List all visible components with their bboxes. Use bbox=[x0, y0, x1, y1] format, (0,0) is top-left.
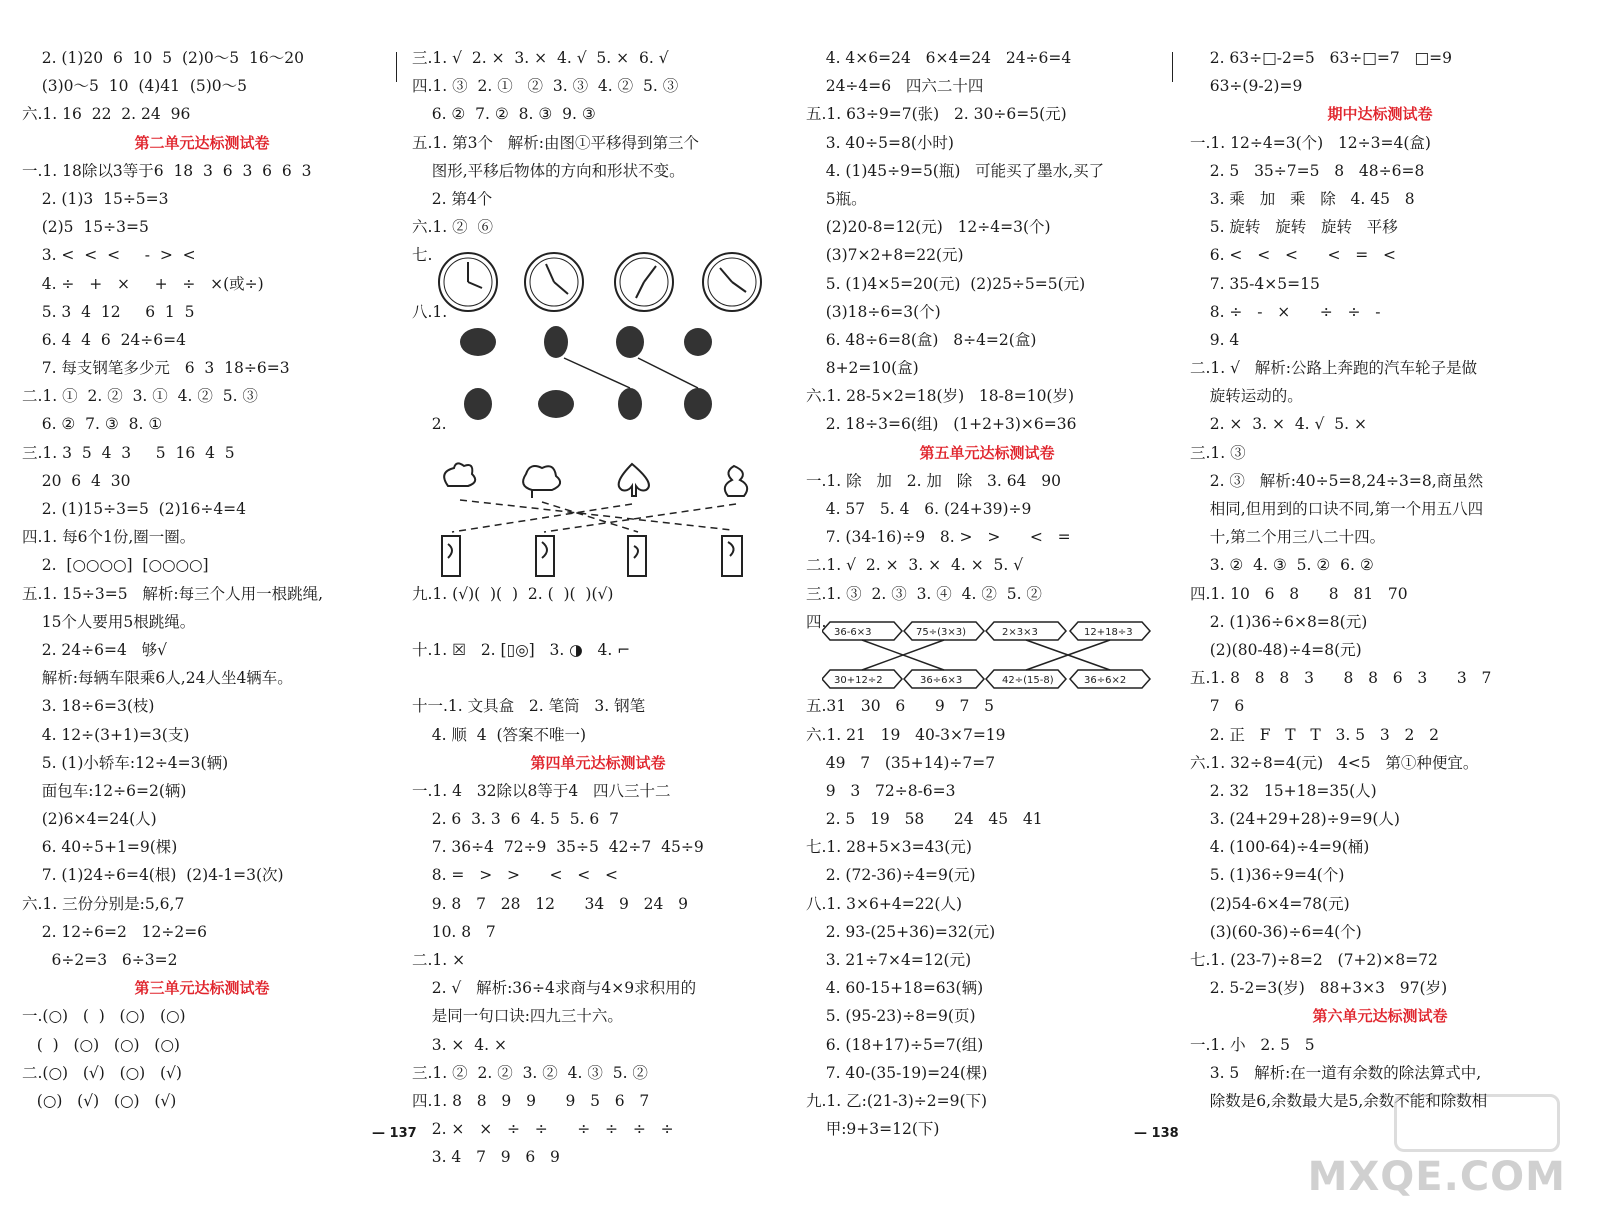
answer-line: 五.1. 63÷9=7(张) 2. 30÷6=5(元) bbox=[806, 105, 1067, 124]
answer-line: 一.1. 12÷4=3(个) 12÷3=4(盒) bbox=[1190, 133, 1431, 152]
answer-line: 2. 32 15+18=35(人) bbox=[1190, 781, 1377, 800]
answer-line: 四.1. 10 6 8 8 81 70 bbox=[1190, 584, 1408, 603]
section-heading: 期中达标测试卷 bbox=[1327, 105, 1433, 124]
rabbit-icon bbox=[618, 388, 642, 420]
answer-line: 三.1. ③ 2. ③ 3. ④ 4. ② 5. ② bbox=[806, 584, 1042, 603]
flower-icon bbox=[538, 390, 574, 418]
answer-line: 3. 4 7 9 6 9 bbox=[412, 1148, 560, 1167]
answer-line: (○) (√) (○) (√) bbox=[22, 1091, 177, 1110]
answer-line: (2)(80-48)÷4=8(元) bbox=[1190, 640, 1362, 659]
section-heading: 第六单元达标测试卷 bbox=[1312, 1007, 1448, 1026]
column-1 bbox=[22, 44, 382, 1115]
mouse-icon bbox=[464, 388, 492, 420]
answer-line bbox=[412, 664, 784, 692]
answer-line: 九.1. 乙:(21-3)÷2=9(下) bbox=[806, 1091, 988, 1110]
answer-line: 2. (1)15÷3=5 (2)16÷4=4 bbox=[22, 500, 247, 518]
answer-line: 9 3 72÷8-6=3 bbox=[806, 781, 956, 800]
answer-line: 2. bbox=[412, 415, 447, 434]
answer-line: 六.1. 三份分别是:5,6,7 bbox=[22, 894, 185, 913]
answer-line: 2. 5 35÷7=5 8 48÷6=8 bbox=[1190, 161, 1425, 180]
answer-line: 2. 18÷3=6(组) (1+2+3)×6=36 bbox=[806, 415, 1077, 434]
answer-line: 2. 24÷6=4 够√ bbox=[22, 640, 168, 659]
answer-line: 3. 21÷7×4=12(元) bbox=[806, 951, 972, 969]
answer-line: 3. (24+29+28)÷9=9(人) bbox=[1190, 810, 1400, 829]
answer-line: 三.1. √ 2. × 3. × 4. √ 5. × 6. √ bbox=[412, 49, 669, 67]
page-number-left: — 137 bbox=[372, 1126, 417, 1141]
column-divider bbox=[396, 52, 397, 82]
answer-line: (3)(60-36)÷6=4(个) bbox=[1190, 922, 1362, 941]
answer-line: 甲:9+3=12(下) bbox=[806, 1120, 940, 1139]
answer-line: 15个人要用5根跳绳。 bbox=[22, 612, 196, 631]
answer-line: 四.1. 8 8 9 9 9 5 6 7 bbox=[412, 1091, 650, 1110]
answer-line: 7. 36÷4 72÷9 35÷5 42÷7 45÷9 bbox=[412, 838, 704, 857]
answer-line: 2. (1)36÷6×8=8(元) bbox=[1190, 612, 1368, 631]
answer-line: 5. 旋转 旋转 旋转 平移 bbox=[1190, 218, 1398, 237]
answer-line: 7. 40-(35-19)=24(棵) bbox=[806, 1063, 988, 1082]
squirrel-icon bbox=[684, 388, 712, 420]
answer-line: 面包车:12÷6=2(辆) bbox=[22, 781, 187, 800]
answer-line: 3. 18÷6=3(枝) bbox=[22, 697, 155, 716]
answer-line: 3. 5 解析:在一道有余数的除法算式中, bbox=[1190, 1063, 1482, 1082]
answer-line: 49 7 (35+14)÷7=7 bbox=[806, 753, 996, 772]
answer-line: 6. 48÷6=8(盒) 8÷4=2(盒) bbox=[806, 330, 1037, 349]
watermark-badge bbox=[1394, 1094, 1560, 1152]
answer-line: 4. 顺 4 (答案不唯一) bbox=[412, 725, 587, 744]
answer-line: 4. (1)45÷9=5(瓶) 可能买了墨水,买了 bbox=[806, 161, 1105, 180]
cutout-icon bbox=[722, 536, 742, 576]
answer-line: 2. ③ 解析:40÷5=8,24÷3=8,商虽然 bbox=[1190, 471, 1484, 490]
svg-text:2×3×3: 2×3×3 bbox=[1002, 627, 1038, 638]
answer-line: 二.1. √ 2. × 3. × 4. × 5. √ bbox=[806, 556, 1024, 575]
cloud-tree-icon bbox=[523, 466, 560, 498]
answer-line: 四.1. ③ 2. ① ② 3. ③ 4. ② 5. ③ bbox=[412, 77, 679, 96]
section-heading: 第四单元达标测试卷 bbox=[530, 753, 666, 772]
answer-line: 2. 6 3. 3 6 4. 5 5. 6 7 bbox=[412, 810, 620, 829]
answer-line: 四. bbox=[806, 612, 827, 631]
answer-line: 八.1. bbox=[412, 302, 448, 321]
snowman-icon bbox=[725, 466, 747, 496]
answer-line: 20 6 4 30 bbox=[22, 471, 131, 490]
cutout-icon bbox=[536, 536, 554, 576]
answer-line: (3)0～5 10 (4)41 (5)0～5 bbox=[22, 77, 248, 96]
rabbit-icon bbox=[544, 326, 568, 358]
page-number-right: — 138 bbox=[1134, 1126, 1179, 1141]
animal-matching-figure bbox=[454, 318, 754, 430]
answer-line: 相同,但用到的口诀不同,第一个用五八四 bbox=[1190, 500, 1484, 518]
column-3 bbox=[806, 44, 1168, 1143]
answer-line: 五.31 30 6 9 7 5 bbox=[806, 697, 995, 716]
spade-icon bbox=[619, 464, 649, 496]
column-divider bbox=[1172, 52, 1173, 82]
answer-line: 2. × 3. × 4. √ 5. × bbox=[1190, 415, 1367, 434]
answer-line: 5. (1)36÷9=4(个) bbox=[1190, 866, 1345, 885]
answer-line: 3. 40÷5=8(小时) bbox=[806, 133, 954, 152]
svg-text:36-6×3: 36-6×3 bbox=[834, 627, 872, 638]
answer-line: 六.1. ② ⑥ bbox=[412, 218, 493, 237]
answer-line: (2)5 15÷3=5 bbox=[22, 218, 149, 237]
answer-line: 6. ② 7. ② 8. ③ 9. ③ bbox=[412, 105, 596, 124]
answer-line: 9. 4 bbox=[1190, 330, 1240, 349]
answer-line: 是同一句口诀:四九三十六。 bbox=[412, 1007, 623, 1026]
answer-line: 24÷4=6 四六二十四 bbox=[806, 77, 984, 96]
section-heading: 第三单元达标测试卷 bbox=[134, 979, 270, 998]
column-2 bbox=[412, 44, 784, 1172]
answer-line: 二.1. √ 解析:公路上奔跑的汽车轮子是做 bbox=[1190, 359, 1478, 378]
answer-line: 十.1. ☒ 2. [▯◎] 3. ◑ 4. ⌐ bbox=[412, 640, 631, 659]
answer-line: 4. 12÷(3+1)=3(支) bbox=[22, 725, 190, 744]
answer-line: 4. (100-64)÷4=9(桶) bbox=[1190, 838, 1370, 857]
answer-line: 二.1. ① 2. ② 3. ① 4. ② 5. ③ bbox=[22, 387, 258, 406]
answer-line: 6÷2=3 6÷3=2 bbox=[22, 951, 178, 969]
answer-line: 7. (1)24÷6=4(根) (2)4-1=3(次) bbox=[22, 866, 284, 885]
answer-line: 三.1. ③ bbox=[1190, 443, 1246, 462]
answer-line: (2)20-8=12(元) 12÷4=3(个) bbox=[806, 218, 1051, 237]
flower-icon bbox=[460, 328, 496, 356]
answer-line: 5. (1)4×5=20(元) (2)25÷5=5(元) bbox=[806, 274, 1086, 293]
answer-line: 2. 5-2=3(岁) 88+3×3 97(岁) bbox=[1190, 979, 1448, 998]
cutout-icon bbox=[628, 536, 646, 576]
answer-line: 7. 35-4×5=15 bbox=[1190, 274, 1320, 293]
svg-text:42÷(15-8): 42÷(15-8) bbox=[1002, 675, 1054, 686]
clock-icon bbox=[439, 253, 497, 311]
answer-line: 三.1. 3 5 4 3 5 16 4 5 bbox=[22, 443, 235, 462]
answer-line: 9. 8 7 28 12 34 9 24 9 bbox=[412, 894, 689, 913]
answer-line: 6. ② 7. ③ 8. ① bbox=[22, 415, 163, 434]
answer-line: 五.1. 8 8 8 3 8 8 6 3 3 7 bbox=[1190, 669, 1492, 688]
answer-line: 2. 正 F T T 3. 5 3 2 2 bbox=[1190, 725, 1439, 744]
expression-matching-figure bbox=[822, 618, 1162, 694]
answer-line: 6. (18+17)÷5=7(组) bbox=[806, 1035, 984, 1054]
answer-line: 3. 乘 加 乘 除 4. 45 8 bbox=[1190, 189, 1415, 208]
svg-text:12+18÷3: 12+18÷3 bbox=[1084, 627, 1133, 638]
answer-line: 解析:每辆车限乘6人,24人坐4辆车。 bbox=[22, 669, 293, 688]
answer-line: 4. 60-15+18=63(辆) bbox=[806, 979, 984, 998]
answer-line: 2. 5 19 58 24 45 41 bbox=[806, 810, 1043, 829]
clock-faces-figure bbox=[434, 248, 774, 318]
answer-line: 5. (95-23)÷8=9(页) bbox=[806, 1007, 976, 1026]
answer-line: 三.1. ② 2. ② 3. ② 4. ③ 5. ② bbox=[412, 1063, 648, 1082]
answer-line: 四.1. 每6个1份,圈一圈。 bbox=[22, 528, 196, 547]
answer-line: 3. < < < - > < bbox=[22, 246, 196, 265]
clover-icon bbox=[444, 463, 475, 486]
answer-line: 二.(○) (√) (○) (√) bbox=[22, 1063, 182, 1082]
answer-line: 七.1. (23-7)÷8=2 (7+2)×8=72 bbox=[1190, 951, 1438, 969]
answer-line: 七. bbox=[412, 246, 433, 265]
answer-line: 2. 12÷6=2 12÷2=6 bbox=[22, 922, 208, 941]
answer-line: 6. < < < < = < bbox=[1190, 246, 1397, 265]
clock-icon bbox=[525, 253, 583, 311]
answer-line: 2. [○○○○] [○○○○] bbox=[22, 556, 209, 575]
answer-line: 二.1. × bbox=[412, 951, 466, 969]
answer-line: ( ) (○) (○) (○) bbox=[22, 1035, 180, 1054]
answer-line: 七.1. 28+5×3=43(元) bbox=[806, 838, 972, 857]
answer-line: 4. 4×6=24 6×4=24 24÷6=4 bbox=[806, 49, 1072, 67]
answer-line: 九.1. (√)( )( ) 2. ( )( )(√) bbox=[412, 584, 614, 603]
answer-line: 6. 4 4 6 24÷6=4 bbox=[22, 330, 186, 349]
answer-line: 3. ② 4. ③ 5. ② 6. ② bbox=[1190, 556, 1374, 575]
answer-line: 5. (1)小轿车:12÷4=3(辆) bbox=[22, 753, 229, 772]
cutout-icon bbox=[442, 536, 460, 576]
answer-line: 一.1. 小 2. 5 5 bbox=[1190, 1035, 1315, 1054]
answer-line: 8+2=10(盒) bbox=[806, 359, 919, 378]
answer-line: 63÷(9-2)=9 bbox=[1190, 77, 1303, 96]
clock-icon bbox=[615, 253, 673, 311]
column-4 bbox=[1190, 44, 1570, 1115]
answer-line: 10. 8 7 bbox=[412, 922, 496, 941]
svg-text:36÷6×3: 36÷6×3 bbox=[920, 675, 963, 686]
answer-line: 一.1. 除 加 2. 加 除 3. 64 90 bbox=[806, 471, 1061, 490]
svg-text:30+12÷2: 30+12÷2 bbox=[834, 675, 883, 686]
answer-line: 图形,平移后物体的方向和形状不变。 bbox=[412, 161, 685, 180]
answer-line: 十,第二个用三八二十四。 bbox=[1190, 528, 1386, 547]
answer-line: 除数是6,余数最大是5,余数不能和除数相 bbox=[1190, 1091, 1488, 1110]
answer-line: 五.1. 15÷3=5 解析:每三个人用一根跳绳, bbox=[22, 584, 323, 603]
answer-line: 3. × 4. × bbox=[412, 1035, 507, 1054]
watermark: MXQE.COM bbox=[1307, 1154, 1566, 1200]
answer-line: (3)18÷6=3(个) bbox=[806, 302, 941, 321]
answer-line: 六.1. 28-5×2=18(岁) 18-8=10(岁) bbox=[806, 387, 1075, 406]
answer-line: 7. (34-16)÷9 8. > > < = bbox=[806, 528, 1071, 547]
answer-line: 5瓶。 bbox=[806, 189, 867, 208]
answer-line: 8. = > > < < < bbox=[412, 866, 619, 885]
answer-line: 一.1. 4 32除以8等于4 四八三十二 bbox=[412, 781, 671, 800]
answer-line: 2. (1)3 15÷5=3 bbox=[22, 189, 169, 208]
answer-line: 6. 40÷5+1=9(棵) bbox=[22, 838, 178, 857]
clock-icon bbox=[703, 253, 761, 311]
answer-line: (2)6×4=24(人) bbox=[22, 810, 157, 829]
answer-line: 十一.1. 文具盒 2. 笔筒 3. 钢笔 bbox=[412, 697, 646, 716]
answer-line: 7. 每支钢笔多少元 6 3 18÷6=3 bbox=[22, 359, 290, 378]
answer-line: 4. ÷ + × + ÷ ×(或÷) bbox=[22, 274, 264, 293]
squirrel-icon bbox=[616, 326, 644, 358]
answer-line: 2. √ 解析:36÷4求商与4×9求积用的 bbox=[412, 979, 697, 998]
answer-line: 六.1. 16 22 2. 24 96 bbox=[22, 105, 191, 124]
section-heading: 第二单元达标测试卷 bbox=[134, 133, 270, 152]
answer-line: (3)7×2+8=22(元) bbox=[806, 246, 964, 265]
answer-line bbox=[412, 608, 784, 636]
mouse-icon bbox=[684, 328, 712, 356]
answer-line: 2. 63÷□-2=5 63÷□=7 □=9 bbox=[1190, 49, 1452, 67]
answer-line: 2. × × ÷ ÷ ÷ ÷ ÷ ÷ bbox=[412, 1120, 674, 1139]
answer-line: 一.(○) ( ) (○) (○) bbox=[22, 1007, 186, 1026]
answer-line: 旋转运动的。 bbox=[1190, 387, 1303, 406]
svg-text:75÷(3×3): 75÷(3×3) bbox=[916, 627, 967, 638]
answer-line: 5. 3 4 12 6 1 5 bbox=[22, 302, 195, 321]
answer-line: 2. 第4个 bbox=[412, 189, 493, 208]
answer-line: 4. 57 5. 4 6. (24+39)÷9 bbox=[806, 500, 1032, 518]
answer-line: 2. (72-36)÷4=9(元) bbox=[806, 866, 976, 885]
shape-matching-figure bbox=[432, 460, 752, 582]
answer-line: 8. ÷ - × ÷ ÷ - bbox=[1190, 302, 1381, 321]
answer-line: 7 6 bbox=[1190, 697, 1245, 716]
answer-line: 六.1. 32÷8=4(元) 4<5 第①种便宜。 bbox=[1190, 753, 1479, 772]
answer-line: 六.1. 21 19 40-3×7=19 bbox=[806, 725, 1006, 744]
section-heading: 第五单元达标测试卷 bbox=[919, 443, 1055, 462]
answer-line: 八.1. 3×6+4=22(人) bbox=[806, 894, 963, 913]
answer-line: 2. (1)20 6 10 5 (2)0～5 16～20 bbox=[22, 49, 304, 67]
answer-line: (2)54-6×4=78(元) bbox=[1190, 894, 1350, 913]
answer-line: 一.1. 18除以3等于6 18 3 6 3 6 6 3 bbox=[22, 161, 312, 180]
svg-text:36÷6×2: 36÷6×2 bbox=[1084, 675, 1127, 686]
answer-line: 五.1. 第3个 解析:由图①平移得到第三个 bbox=[412, 133, 700, 152]
answer-line: 2. 93-(25+36)=32(元) bbox=[806, 922, 996, 941]
